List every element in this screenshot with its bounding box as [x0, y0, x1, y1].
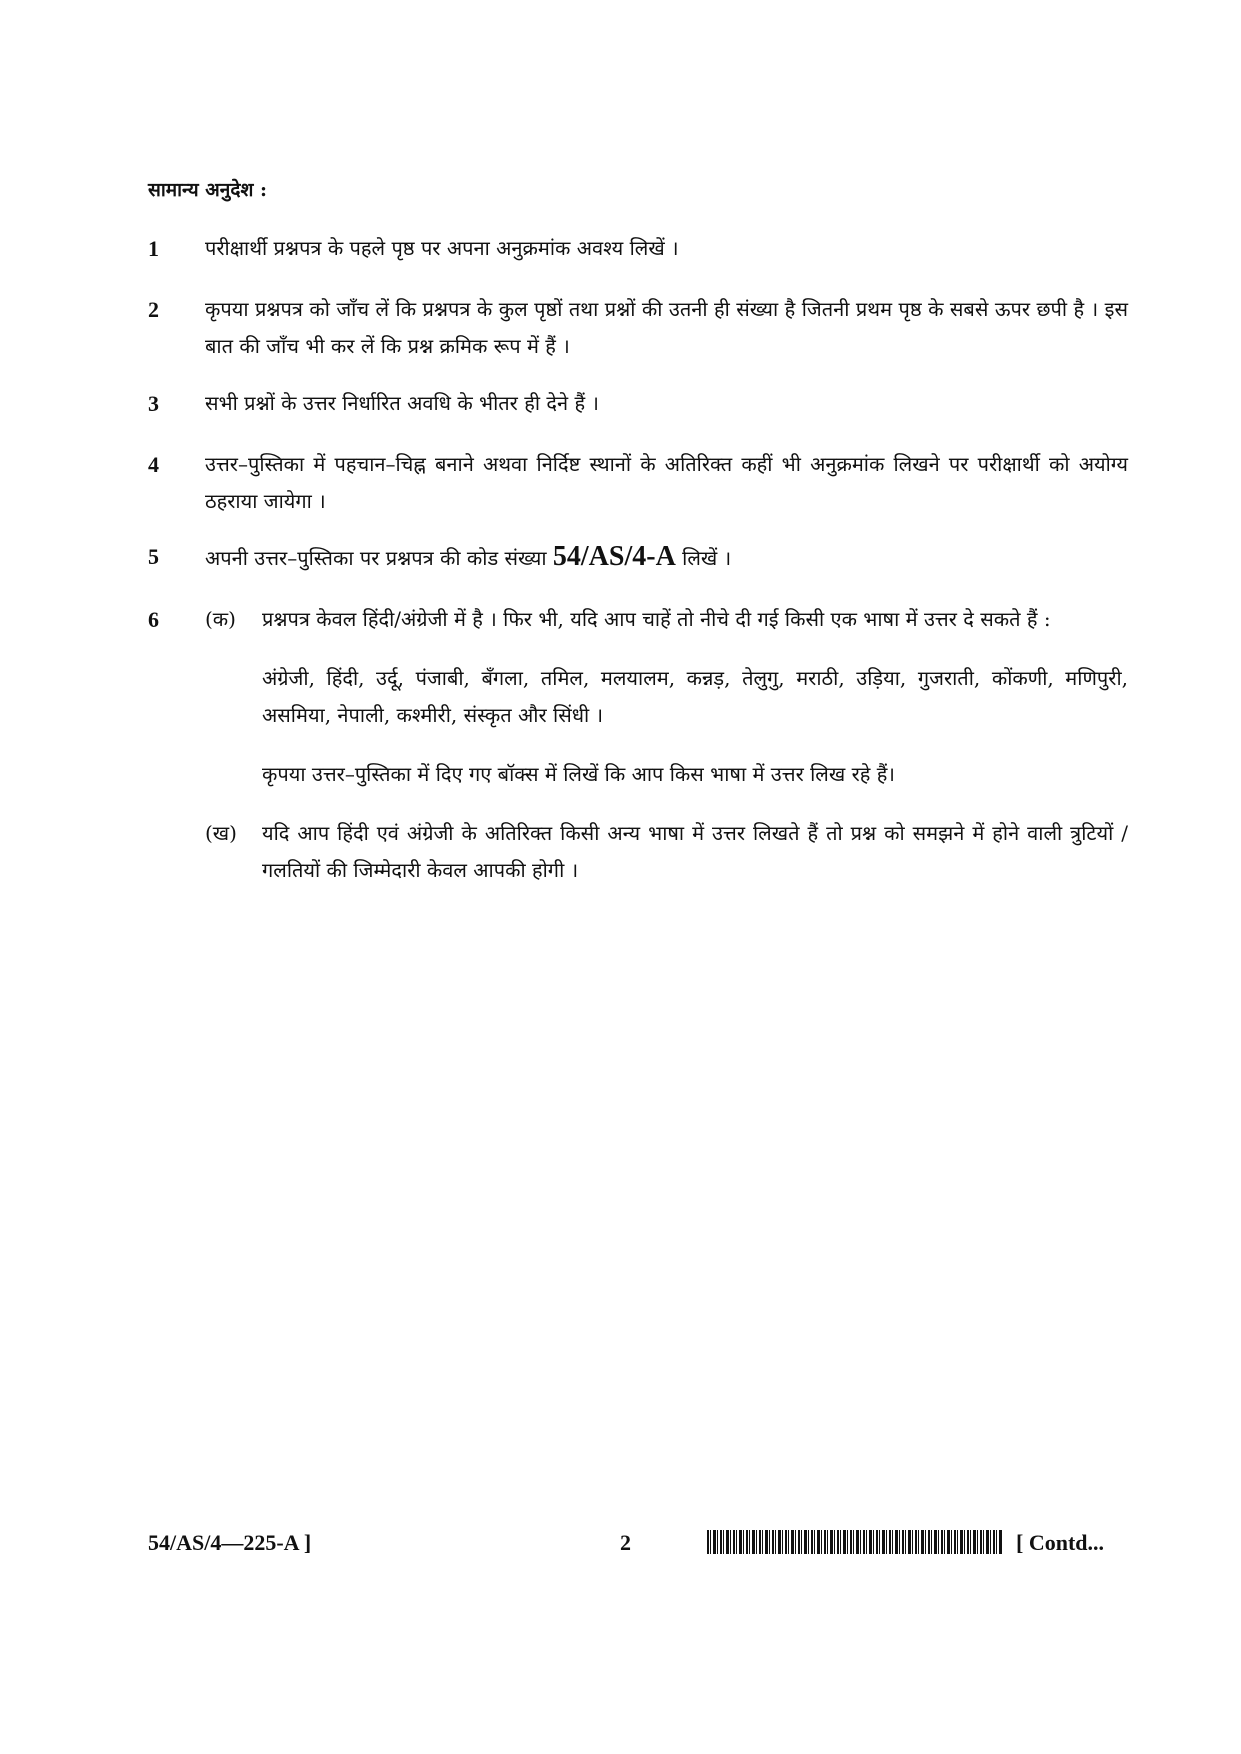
sub-instruction-text: प्रश्नपत्र केवल हिंदी/अंग्रेजी में है । फिर भी, यदि आप चाहें तो नीचे दी गई किसी एक भाषा में उत्तर दे सकते हैं :	[262, 607, 1051, 631]
instruction-1	[148, 230, 1128, 267]
language-list: अंग्रेजी, हिंदी, उर्दू, पंजाबी, बँगला, तमिल, मलयालम, कन्नड़, तेलुगु, मराठी, उड़िया, गुजराती, कोंकणी, मणिपुरी, असमिया, नेपाली, कश्मीरी, संस्कृत और सिंधी ।	[262, 666, 1128, 727]
instruction-3	[148, 385, 1128, 422]
footer-code: 54/AS/4—225-A ]	[148, 1530, 312, 1555]
instruction-2	[148, 291, 1128, 365]
instruction-text: अपनी उत्तर–पुस्तिका पर प्रश्नपत्र की कोड संख्या	[205, 546, 547, 570]
instruction-text: लिखें ।	[682, 546, 732, 570]
instruction-number: 4	[148, 452, 159, 477]
instructions-heading: सामान्य अनुदेश :	[148, 179, 267, 201]
barcode	[707, 1530, 1002, 1554]
question-paper-code: 54/AS/4-A	[552, 541, 676, 572]
instruction-number: 5	[148, 544, 159, 569]
sub-instruction-text: यदि आप हिंदी एवं अंग्रेजी के अतिरिक्त किसी अन्य भाषा में उत्तर लिखते हैं तो प्रश्न को समझने में होने वाली त्रुटियों / गलतियों की जिम्मेदारी केवल आपकी होगी ।	[262, 821, 1128, 882]
instruction-text: सभी प्रश्नों के उत्तर निर्धारित अवधि के भीतर ही देने हैं ।	[205, 391, 600, 415]
instruction-4	[148, 446, 1128, 520]
instruction-5	[148, 538, 1128, 577]
sub-instruction-a	[205, 601, 1128, 793]
sub-label: (ख)	[205, 821, 237, 845]
sub-label: (क)	[205, 607, 236, 631]
sub-instruction-b	[205, 815, 1128, 889]
instruction-text: परीक्षार्थी प्रश्नपत्र के पहले पृष्ठ पर अपना अनुक्रमांक अवश्य लिखें ।	[205, 236, 679, 260]
instruction-number: 6	[148, 607, 159, 632]
instruction-number: 1	[148, 236, 159, 261]
instruction-number: 3	[148, 391, 159, 416]
instruction-number: 2	[148, 297, 159, 322]
continued-label: [ Contd...	[1016, 1530, 1105, 1555]
instruction-text: कृपया प्रश्नपत्र को जाँच लें कि प्रश्नपत्र के कुल पृष्ठों तथा प्रश्नों की उतनी ही संख्या है जितनी प्रथम पृष्ठ के सबसे ऊपर छपी है । इस बात की जाँच भी कर लें कि प्रश्न क्रमिक रूप में हैं ।	[205, 297, 1128, 358]
instruction-text: उत्तर–पुस्तिका में पहचान–चिह्न बनाने अथवा निर्दिष्ट स्थानों के अतिरिक्त कहीं भी अनुक्रमांक लिखने पर परीक्षार्थी को अयोग्य ठहराया जायेगा ।	[205, 452, 1128, 513]
language-note: कृपया उत्तर–पुस्तिका में दिए गए बॉक्स में लिखें कि आप किस भाषा में उत्तर लिख रहे हैं।	[262, 762, 895, 786]
page-number: 2	[620, 1530, 631, 1555]
instruction-6	[148, 601, 1128, 889]
